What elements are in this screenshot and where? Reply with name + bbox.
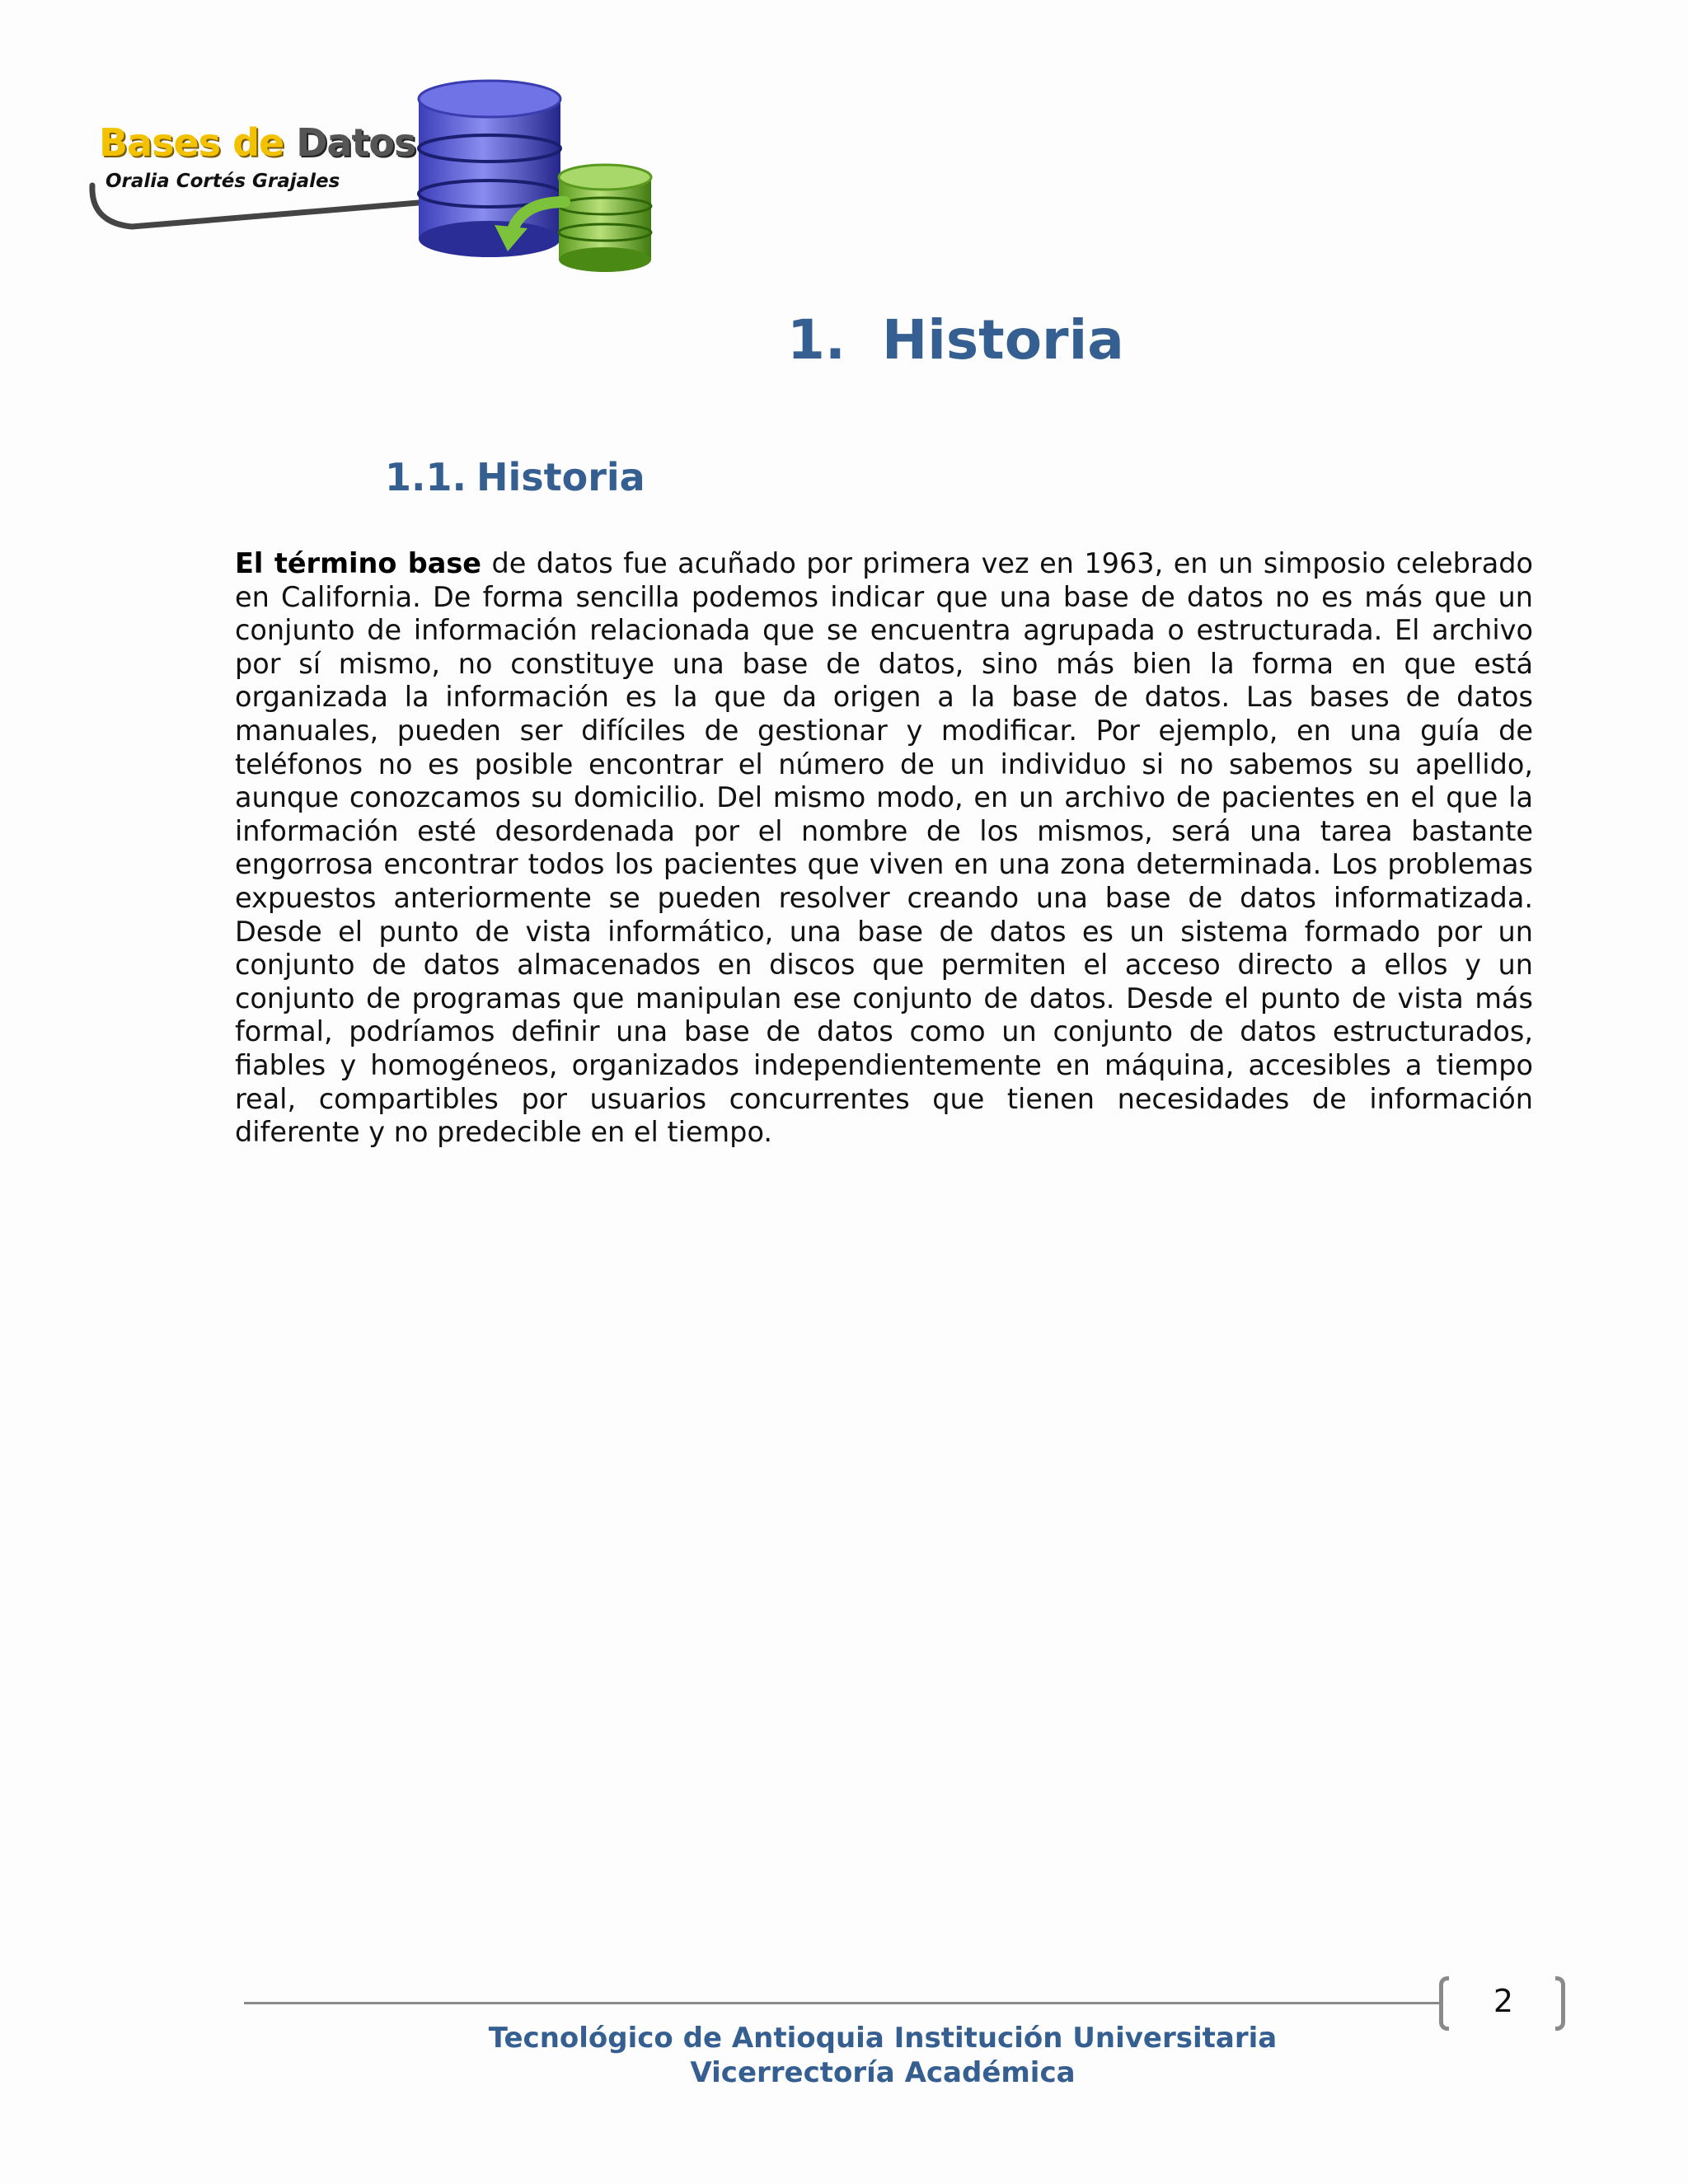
section-title: Historia — [476, 455, 645, 499]
chapter-title: Historia — [882, 308, 1124, 372]
footer-department: Vicerrectoría Académica — [690, 2056, 1076, 2089]
chapter-heading — [787, 308, 1124, 372]
logo-author: Oralia Cortés Grajales — [106, 171, 340, 192]
logo-title — [99, 120, 416, 165]
section-number: 1.1. — [385, 455, 467, 499]
footer-rule — [244, 2002, 1439, 2004]
chapter-number: 1. — [787, 308, 846, 372]
logo-title-datos: Datos — [296, 120, 416, 165]
body-paragraph — [235, 547, 1533, 1150]
page-number-bracket-left — [1439, 1976, 1449, 2031]
paragraph-bold-lead: El término base — [235, 547, 482, 579]
logo-title-bases: Bases de — [99, 120, 284, 165]
footer-institution: Tecnológico de Antioquia Institución Universitaria — [488, 2022, 1278, 2055]
document-logo — [82, 78, 676, 284]
section-heading — [385, 455, 645, 499]
page-number-bracket-right — [1555, 1976, 1565, 2031]
paragraph-text: de datos fue acuñado por primera vez en 1963, en un simposio celebrado en California. De forma sencilla podemos indicar que una base de datos no es más que un conjunto de información relacionada que se encuentra agrupada o estructurada. El archivo por sí mismo, no constituye una base de datos, sino más bien la forma en que está organizada la información es la que da origen a la base de datos. Las bases de datos manuales, pueden ser difíciles de gestionar y modificar. Por ejemplo, en una guía de teléfonos no es posible encontrar el número de un individuo si no sabemos su apellido, aunque conozcamos su domicilio. Del mismo modo, en un archivo de pacientes en el que la información esté desordenada por el nombre de los mismos, será una tarea bastante engorrosa encontrar todos los pacientes que viven en una zona determinada. Los problemas expuestos anteriormente se pueden resolver creando una base de datos informatizada. Desde el punto de vista informático, una base de datos es un sistema formado por un conjunto de datos almacenados en discos que permiten el acceso directo a ellos y un conjunto de programas que manipulan ese conjunto de datos. Desde el punto de vista más formal, podríamos definir una base de datos como un conjunto de datos estructurados, fiables y homogéneos, organizados independientemente en máquina, accesibles a tiempo real, compartibles por usuarios concurrentes que tienen necesidades de información diferente y no predecible en el tiempo. — [235, 547, 1533, 1149]
page-number: 2 — [1493, 1983, 1514, 2019]
